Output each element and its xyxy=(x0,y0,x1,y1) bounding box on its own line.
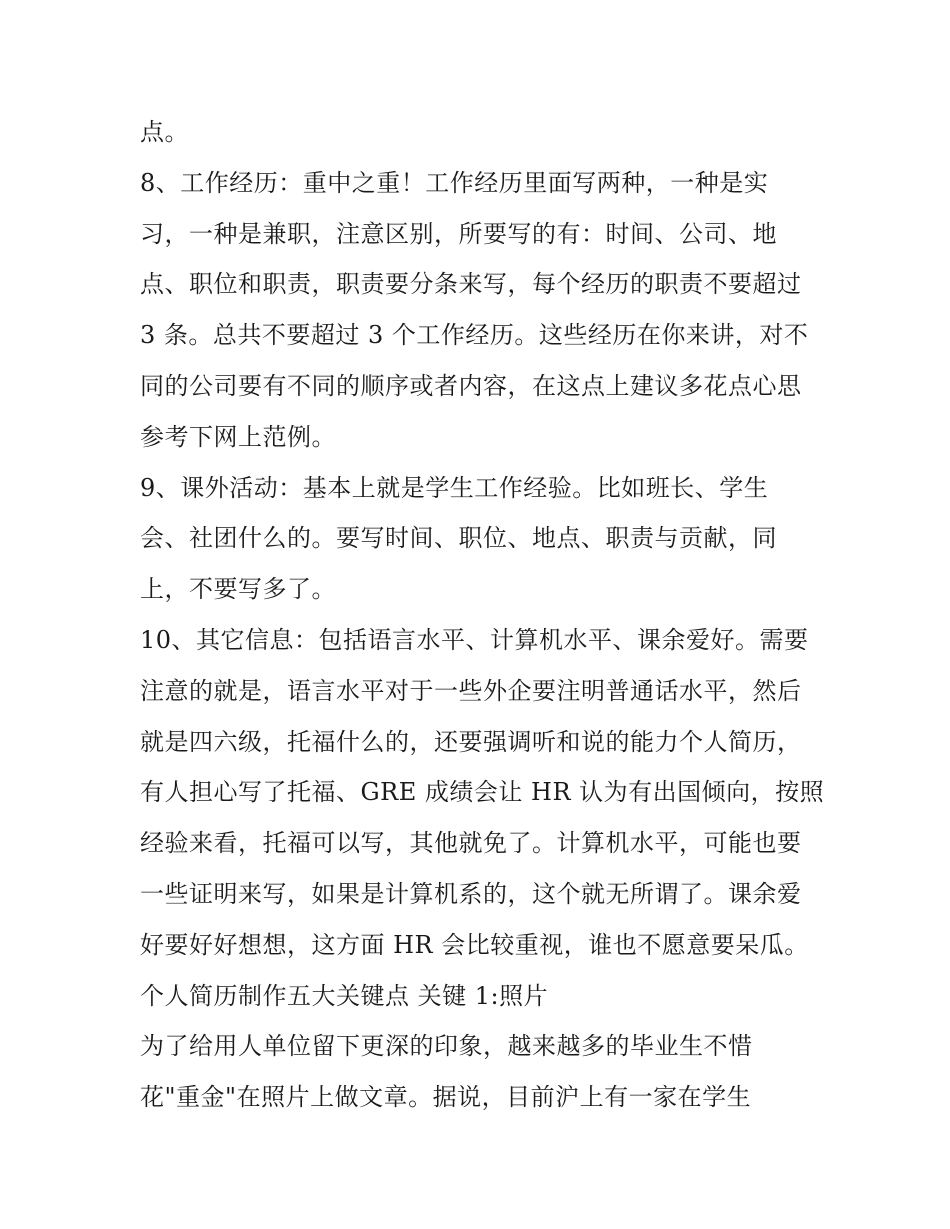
text-line: 一些证明来写，如果是计算机系的，这个就无所谓了。课余爱 xyxy=(140,879,802,908)
text-line: 同的公司要有不同的顺序或者内容，在这点上建议多花点心思 xyxy=(140,371,802,400)
document-body xyxy=(140,107,825,1123)
text-line: 个人简历制作五大关键点 关键 1:照片 xyxy=(140,981,549,1010)
text-line: 注意的就是，语言水平对于一些外企要注明普通话水平，然后 xyxy=(140,676,802,705)
text-line: 9、课外活动：基本上就是学生工作经验。比如班长、学生 xyxy=(140,473,769,502)
text-line: 点。 xyxy=(140,118,189,146)
text-line: 好要好好想想，这方面 HR 会比较重视，谁也不愿意要呆瓜。 xyxy=(140,930,809,959)
text-line: 8、工作经历：重中之重！工作经历里面写两种，一种是实 xyxy=(140,168,769,197)
text-line: 花"重金"在照片上做文章。据说，目前沪上有一家在学生 xyxy=(140,1083,752,1112)
text-line: 就是四六级，托福什么的，还要强调听和说的能力个人简历， xyxy=(140,727,802,756)
text-line: 习，一种是兼职，注意区别，所要写的有：时间、公司、地 xyxy=(140,219,777,248)
text-line: 10、其它信息：包括语言水平、计算机水平、课余爱好。需要 xyxy=(140,625,809,654)
text-line: 参考下网上范例。 xyxy=(140,422,336,451)
text-line: 经验来看，托福可以写，其他就免了。计算机水平，可能也要 xyxy=(140,829,802,858)
text-line: 点、职位和职责，职责要分条来写，每个经历的职责不要超过 xyxy=(140,270,802,299)
text-line: 有人担心写了托福、GRE 成绩会让 HR 认为有出国倾向，按照 xyxy=(140,778,825,807)
text-line: 会、社团什么的。要写时间、职位、地点、职责与贡献，同 xyxy=(140,524,777,553)
text-line: 3 条。总共不要超过 3 个工作经历。这些经历在你来讲，对不 xyxy=(140,321,809,350)
text-line: 为了给用人单位留下更深的印象，越来越多的毕业生不惜 xyxy=(140,1032,753,1061)
text-line: 上，不要写多了。 xyxy=(140,575,336,604)
